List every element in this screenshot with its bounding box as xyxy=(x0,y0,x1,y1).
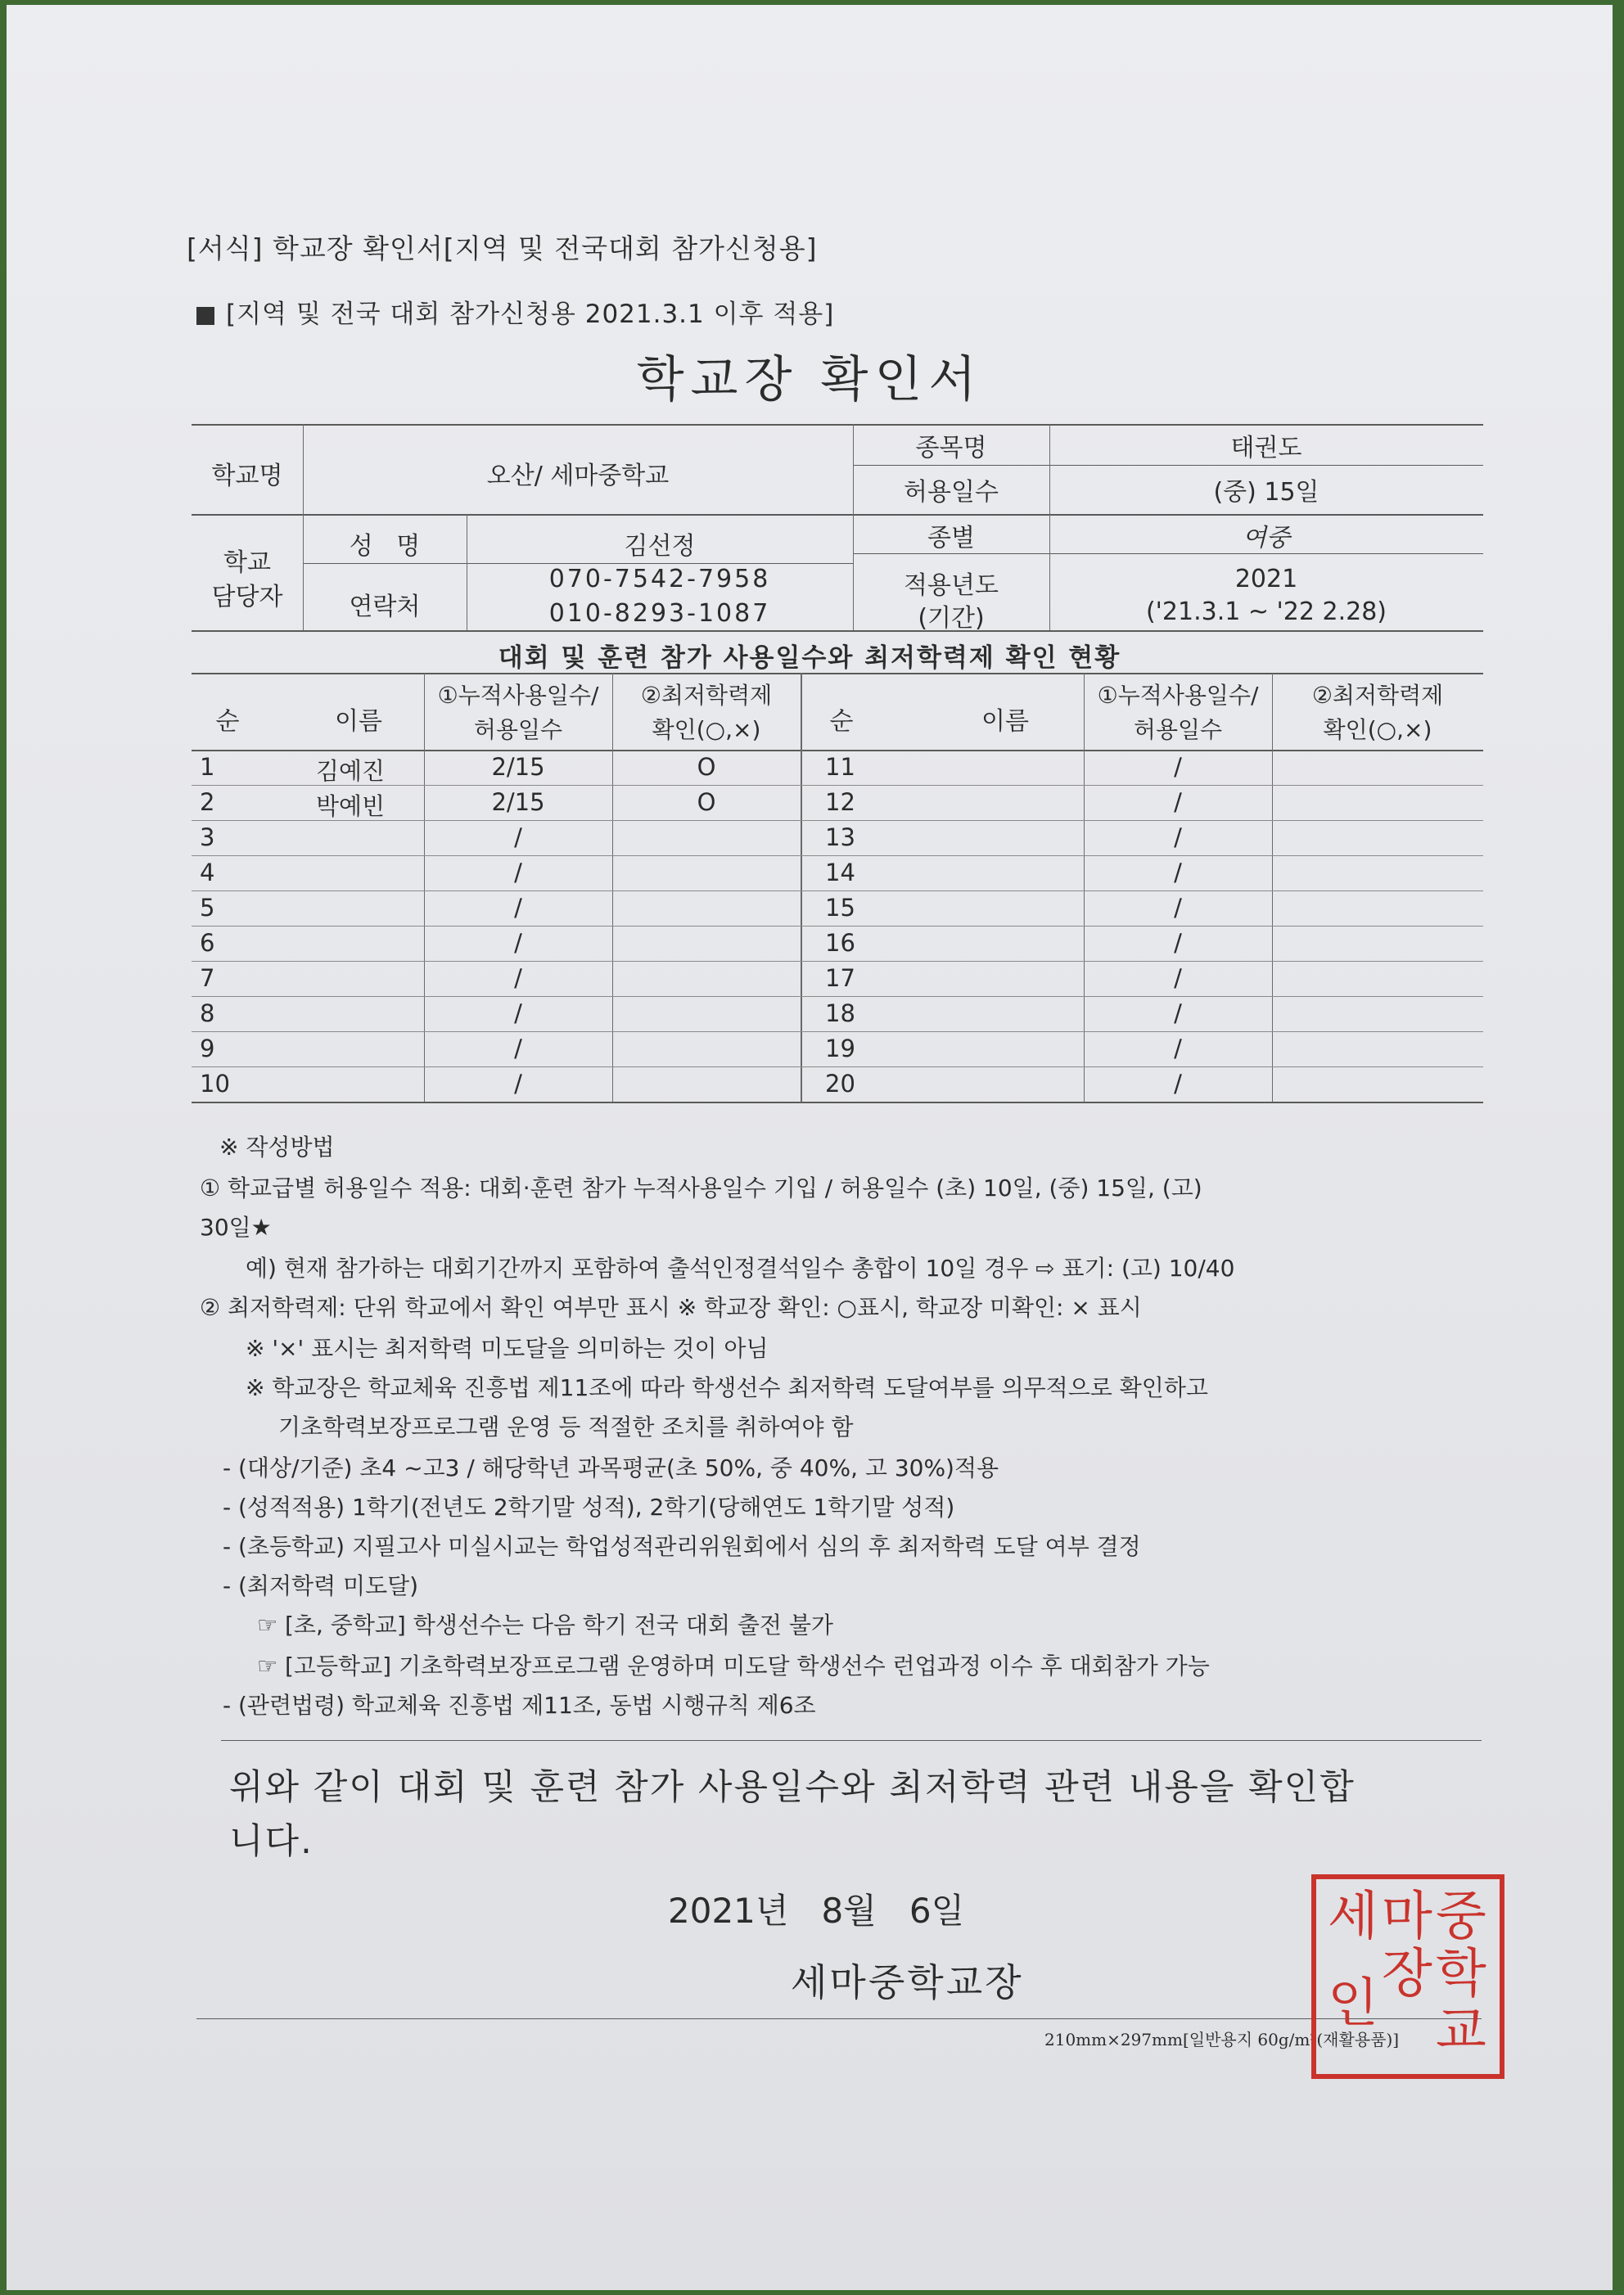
roster-days-cell: / xyxy=(1174,753,1182,781)
roster-days-cell: / xyxy=(1174,1070,1182,1098)
roster-no-cell: 15 xyxy=(825,894,855,922)
row-divider xyxy=(801,1031,1483,1032)
roster-days-cell: 2/15 xyxy=(491,753,545,781)
instructions-heading: ※ 작성방법 xyxy=(219,1134,335,1161)
col-minimum-header-right-2: 확인(○,×) xyxy=(1323,716,1432,743)
square-bullet-icon xyxy=(196,307,214,325)
roster-days-cell: / xyxy=(1174,929,1182,957)
roster-no-cell: 16 xyxy=(825,929,855,957)
row-divider xyxy=(801,926,1483,927)
row-divider xyxy=(192,926,801,927)
roster-days-cell: / xyxy=(1174,859,1182,886)
roster-no-cell: 8 xyxy=(200,999,215,1027)
phone-1: 070-7542-7958 xyxy=(548,565,771,593)
year-label: 적용년도 xyxy=(904,571,999,600)
row-divider xyxy=(192,855,801,856)
instruction-line: - (관련법령) 학교체육 진흥법 제11조, 동법 시행규칙 제6조 xyxy=(223,1692,816,1719)
roster-no-cell: 11 xyxy=(825,753,855,781)
roster-no-cell: 14 xyxy=(825,859,855,886)
category-value: 여중 xyxy=(1243,524,1290,552)
roster-no-cell: 18 xyxy=(825,999,855,1027)
instruction-line: 예) 현재 참가하는 대회기간까지 포함하여 출석인정결석일수 총합이 10일 경우 ⇨ 표기: (고) 10/40 xyxy=(246,1255,1235,1282)
allowed-days-value: (중) 15일 xyxy=(1213,478,1320,507)
roster-days-cell: / xyxy=(1174,999,1182,1027)
footer-divider xyxy=(196,2018,1482,2019)
col-cumulative-header-right-2: 허용일수 xyxy=(1133,716,1223,743)
row-divider xyxy=(192,890,801,891)
form-label: [서식] 학교장 확인서[지역 및 전국대회 참가신청용] xyxy=(187,232,818,264)
roster-days-cell: / xyxy=(1174,823,1182,851)
row-divider xyxy=(192,1066,801,1067)
period-value: ('21.3.1 ~ '22 2.28) xyxy=(1145,597,1387,626)
instruction-line: ① 학교급별 허용일수 적용: 대회·훈련 참가 누적사용일수 기입 / 허용일수 (초) 10일, (중) 15일, (고) xyxy=(200,1175,1202,1202)
roster-days-cell: / xyxy=(514,929,522,957)
category-label: 종별 xyxy=(927,524,975,552)
roster-no-cell: 2 xyxy=(200,788,215,816)
roster-no-cell: 17 xyxy=(825,964,855,992)
instruction-line: ※ 학교장은 학교체육 진흥법 제11조에 따라 학생선수 최저학력 도달여부를 의무적으로 확인하고 xyxy=(246,1374,1208,1401)
roster-check-cell: O xyxy=(697,753,716,781)
col-minimum-header: ②최저학력제 xyxy=(640,682,773,709)
row-divider xyxy=(801,855,1483,856)
instruction-line: 기초학력보장프로그램 운영 등 적절한 조치를 취하여야 함 xyxy=(278,1414,854,1441)
row-divider xyxy=(801,820,1483,821)
document-sheet xyxy=(7,5,1613,2290)
roster-no-cell: 5 xyxy=(200,894,215,922)
contact-label: 연락처 xyxy=(349,593,421,621)
applicability-text: [지역 및 전국 대회 참가신청용 2021.3.1 이후 적용] xyxy=(226,300,835,329)
roster-no-cell: 7 xyxy=(200,964,215,992)
roster-days-cell: / xyxy=(514,859,522,886)
roster-no-cell: 13 xyxy=(825,823,855,851)
col-name-header-right: 이름 xyxy=(981,707,1029,736)
school-seal: 중 학 교 마 장 세 인 xyxy=(1311,1874,1504,2079)
instruction-line: - (최저학력 미도달) xyxy=(223,1572,419,1599)
roster-days-cell: 2/15 xyxy=(491,788,545,816)
phone-2: 010-8293-1087 xyxy=(548,599,771,628)
instruction-line: ☞ [고등학교] 기초학력보장프로그램 운영하며 미도달 학생선수 런업과정 이수 후 대회참가 가능 xyxy=(257,1652,1210,1680)
roster-days-cell: / xyxy=(1174,1035,1182,1062)
row-divider xyxy=(192,1031,801,1032)
col-cumulative-header-2: 허용일수 xyxy=(473,716,563,743)
event-value: 태권도 xyxy=(1230,434,1302,462)
confirmation-text: 위와 같이 대회 및 훈련 참가 사용일수와 최저학력 관련 내용을 확인합 xyxy=(229,1767,1356,1808)
row-divider xyxy=(801,890,1483,891)
confirmation-text-2: 니다. xyxy=(229,1821,314,1862)
col-minimum-header-2: 확인(○,×) xyxy=(652,716,761,743)
school-name-label: 학교명 xyxy=(211,462,283,490)
instruction-line: 30일★ xyxy=(200,1214,272,1241)
roster-no-cell: 12 xyxy=(825,788,855,816)
roster-days-cell: / xyxy=(1174,964,1182,992)
year-value: 2021 xyxy=(1234,565,1298,593)
col-cumulative-header-right: ①누적사용일수/ xyxy=(1097,682,1259,709)
roster-days-cell: / xyxy=(514,1035,522,1062)
name-label: 성 명 xyxy=(349,532,421,561)
row-divider xyxy=(801,785,1483,786)
roster-no-cell: 3 xyxy=(200,823,215,851)
roster-no-cell: 6 xyxy=(200,929,215,957)
year-label-2: (기간) xyxy=(918,604,985,633)
row-divider xyxy=(192,785,801,786)
col-minimum-header-right: ②최저학력제 xyxy=(1311,682,1444,709)
divider xyxy=(221,1740,1482,1741)
roster-no-cell: 9 xyxy=(200,1035,215,1062)
col-no-header: 순 xyxy=(215,707,240,736)
issue-date: 2021년 8월 6일 xyxy=(668,1891,965,1931)
row-divider xyxy=(801,996,1483,997)
col-no-header-right: 순 xyxy=(829,707,854,736)
row-divider xyxy=(192,820,801,821)
row-divider xyxy=(192,996,801,997)
roster-days-cell: / xyxy=(514,823,522,851)
row-divider xyxy=(801,961,1483,962)
row-divider xyxy=(192,961,801,962)
instruction-line: - (성적적용) 1학기(전년도 2학기말 성적), 2학기(당해연도 1학기말 성적) xyxy=(223,1494,955,1521)
manager-label: 학교 xyxy=(223,548,271,577)
manager-name-value: 김선정 xyxy=(624,532,696,561)
manager-label-2: 담당자 xyxy=(211,583,283,611)
roster-days-cell: / xyxy=(514,894,522,922)
instruction-line: - (초등학교) 지필고사 미실시교는 학업성적관리위원회에서 심의 후 최저학력 도달 여부 결정 xyxy=(223,1533,1141,1560)
status-heading: 대회 및 훈련 참가 사용일수와 최저학력제 확인 현황 xyxy=(498,643,1121,673)
roster-no-cell: 19 xyxy=(825,1035,855,1062)
row-divider xyxy=(801,1066,1483,1067)
instruction-line: ☞ [초, 중학교] 학생선수는 다음 학기 전국 대회 출전 불가 xyxy=(257,1612,833,1639)
roster-days-cell: / xyxy=(1174,788,1182,816)
roster-name-cell: 김예진 xyxy=(315,757,386,785)
allowed-days-label: 허용일수 xyxy=(904,478,999,507)
instruction-line: ※ '×' 표시는 최저학력 미도달을 의미하는 것이 아님 xyxy=(246,1335,769,1362)
instruction-line: - (대상/기준) 초4 ~고3 / 해당학년 과목평균(초 50%, 중 40%, 고 30%)적용 xyxy=(223,1454,999,1481)
roster-no-cell: 10 xyxy=(200,1070,230,1098)
roster-days-cell: / xyxy=(514,999,522,1027)
document-title: 학교장 확인서 xyxy=(636,351,983,408)
event-label: 종목명 xyxy=(915,434,987,462)
instruction-line: ② 최저학력제: 단위 학교에서 확인 여부만 표시 ※ 학교장 확인: ○표시, 학교장 미확인: × 표시 xyxy=(200,1294,1142,1321)
roster-no-cell: 20 xyxy=(825,1070,855,1098)
roster-name-cell: 박예빈 xyxy=(315,792,386,820)
signer-title: 세마중학교장 xyxy=(791,1960,1024,2004)
col-name-header: 이름 xyxy=(335,707,382,736)
paper-spec: 210mm×297mm[일반용지 60g/m²(재활용품)] xyxy=(1044,2030,1400,2049)
roster-days-cell: / xyxy=(514,964,522,992)
applicability-note xyxy=(196,293,834,330)
roster-days-cell: / xyxy=(1174,894,1182,922)
roster-no-cell: 1 xyxy=(200,753,215,781)
school-name-value: 오산/ 세마중학교 xyxy=(486,462,670,490)
roster-days-cell: / xyxy=(514,1070,522,1098)
col-cumulative-header: ①누적사용일수/ xyxy=(437,682,599,709)
roster-check-cell: O xyxy=(697,788,716,816)
roster-no-cell: 4 xyxy=(200,859,215,886)
